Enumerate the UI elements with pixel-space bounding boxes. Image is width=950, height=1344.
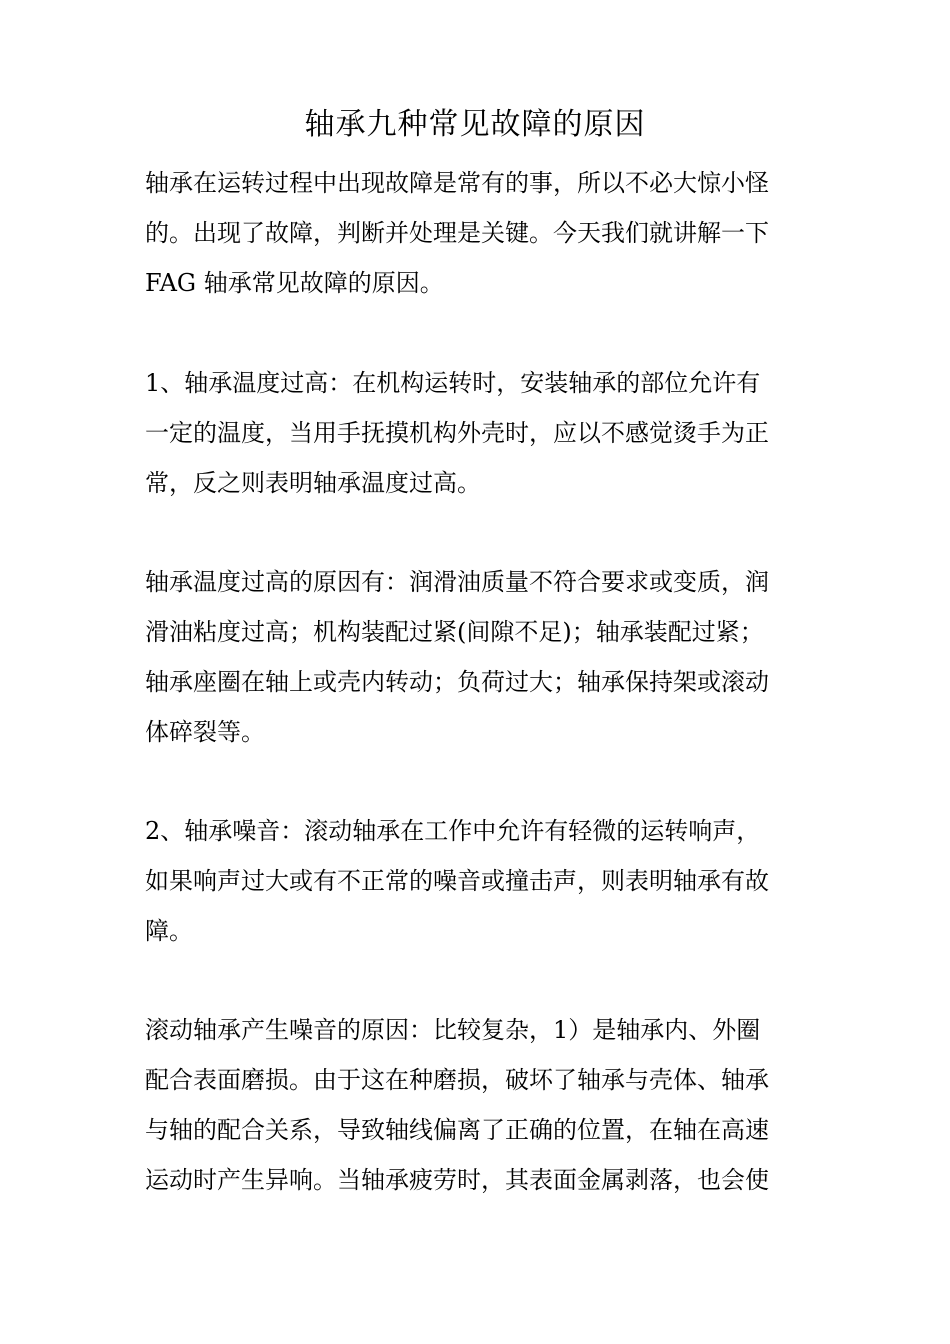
paragraph-line: 常，反之则表明轴承温度过高。 — [145, 469, 481, 497]
paragraph-line: 障。 — [145, 917, 193, 945]
paragraph-line: 轴承在运转过程中出现故障是常有的事，所以不必大惊小怪 — [145, 169, 769, 197]
paragraph-line: FAG 轴承常见故障的原因。 — [145, 269, 444, 297]
paragraph-line: 体碎裂等。 — [145, 718, 265, 746]
paragraph-line: 如果响声过大或有不正常的噪音或撞击声，则表明轴承有故 — [145, 867, 769, 895]
paragraph-line: 配合表面磨损。由于这在种磨损，破坏了轴承与壳体、轴承 — [145, 1066, 769, 1094]
paragraph-line: 的。出现了故障，判断并处理是关键。今天我们就讲解一下 — [145, 219, 769, 247]
paragraph-line: 2、轴承噪音：滚动轴承在工作中允许有轻微的运转响声， — [145, 817, 761, 845]
paragraph-line: 轴承温度过高的原因有：润滑油质量不符合要求或变质，润 — [145, 568, 769, 596]
paragraph-line: 滚动轴承产生噪音的原因：比较复杂，1）是轴承内、外圈 — [145, 1016, 761, 1044]
paragraph-line: 1、轴承温度过高：在机构运转时，安装轴承的部位允许有 — [145, 369, 761, 397]
paragraph-line: 轴承座圈在轴上或壳内转动；负荷过大；轴承保持架或滚动 — [145, 668, 769, 696]
paragraph-line: 运动时产生异响。当轴承疲劳时，其表面金属剥落，也会使 — [145, 1166, 769, 1194]
paragraph-line: 滑油粘度过高；机构装配过紧(间隙不足)；轴承装配过紧； — [145, 618, 764, 646]
document-title: 轴承九种常见故障的原因 — [304, 107, 646, 142]
paragraph-line: 一定的温度，当用手抚摸机构外壳时，应以不感觉烫手为正 — [145, 419, 769, 447]
paragraph-line: 与轴的配合关系，导致轴线偏离了正确的位置，在轴在高速 — [145, 1116, 769, 1144]
